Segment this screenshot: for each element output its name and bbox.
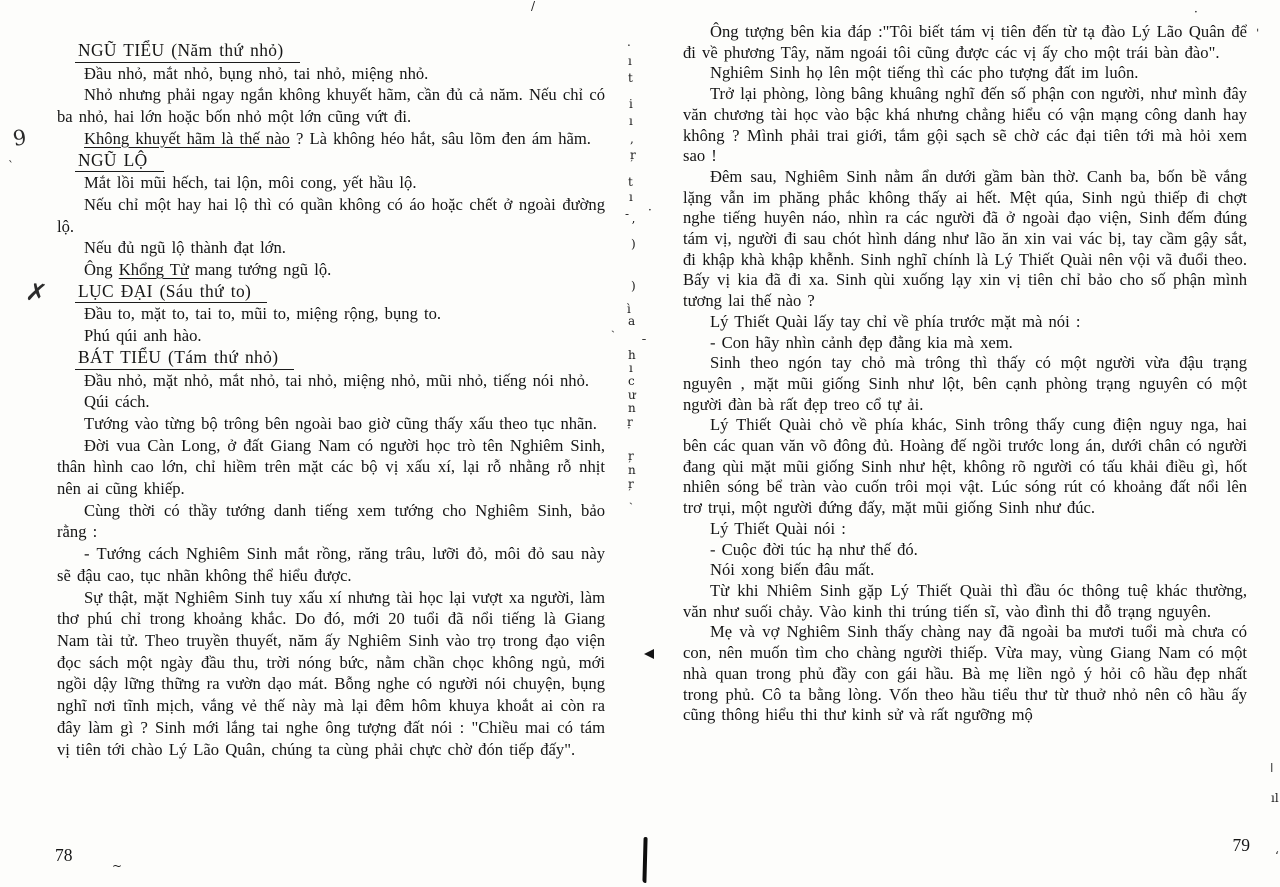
page-number-right: 79 — [1232, 835, 1250, 855]
paragraph: Nếu đủ ngũ lộ thành đạt lớn. — [84, 238, 286, 258]
scan-speck: ṛ — [627, 415, 633, 429]
paragraph: Lý Thiết Quài lấy tay chỉ về phía trước mặt mà nói : — [710, 311, 1081, 331]
section-heading-text: LỤC ĐẠI (Sáu thứ to) — [75, 281, 267, 304]
paragraph: Đầu nhỏ, mắt nhỏ, bụng nhỏ, tai nhỏ, miệng nhỏ. — [84, 63, 429, 83]
scan-speck: - — [625, 207, 630, 221]
scan-speck: · — [1194, 5, 1198, 19]
scan-speck: h — [628, 348, 636, 362]
scan-speck: c — [628, 374, 635, 388]
page-number-left: 78 — [55, 845, 73, 865]
paragraph: Tướng vào từng bộ trông bên ngoài bao giờ cũng thấy xấu theo tục nhãn. — [84, 413, 597, 433]
scan-speck: ŗ — [628, 449, 634, 463]
paragraph: Sinh theo ngón tay chỏ mà trông thì thấy có một người vừa đậu trạng nguyên , mặt mũi giống Sinh như lột, bên cạnh phòng trạng nguyên có một người đàn bà rất đẹp treo cổ tự ải. — [683, 353, 1247, 414]
scan-speck: ˈ — [1256, 27, 1260, 41]
scan-speck: ) — [631, 279, 636, 293]
scan-speck: ˎ — [629, 491, 633, 505]
underlined-phrase: Không khuyết hãm là thế nào — [84, 128, 290, 148]
paragraph: - Con hãy nhìn cảnh đẹp đằng kia mà xem. — [710, 332, 1013, 352]
scan-speck: ì — [627, 302, 631, 316]
paragraph: Không khuyết hãm là thế nào ? Là không héo hắt, sâu lõm đen ám hãm. — [84, 128, 591, 148]
left-page-text-column — [57, 40, 605, 760]
paragraph: Lý Thiết Quài nói : — [710, 518, 846, 538]
scan-speck: ˋ — [8, 159, 14, 173]
paragraph: Phú qúi anh hào. — [84, 326, 202, 346]
paragraph: Ông Khổng Tử mang tướng ngũ lộ. — [84, 260, 332, 280]
scan-speck: ı — [629, 190, 633, 204]
section-heading — [75, 150, 605, 173]
paragraph: - Tướng cách Nghiêm Sinh mắt rồng, răng trâu, lưỡi đỏ, môi đỏ sau này sẽ đậu cao, tục nhãn không thể hiểu được. — [57, 544, 605, 585]
section-heading — [75, 281, 605, 304]
scan-speck: t — [628, 71, 633, 85]
scan-speck: ~ — [112, 859, 123, 873]
scan-speck: t — [628, 175, 633, 189]
paragraph: Đầu to, mặt to, tai to, mũi to, miệng rộng, bụng to. — [84, 304, 442, 324]
scan-speck: ŗ — [630, 148, 636, 162]
paragraph: Trở lại phòng, lòng bâng khuâng nghĩ đến số phận con người, như mình đây văn chương tài học vào bậc khá nhưng chẳng hiểu có vận mạng công danh hay không ? Mình phải trai giới, tắm gội sạch sẽ chờ các đại tiên tới mà hỏi xem sao ! — [683, 84, 1247, 166]
underlined-phrase: Khổng Tử — [118, 260, 189, 280]
paragraph: Qúi cách. — [84, 392, 150, 412]
scan-speck: ư — [628, 388, 636, 402]
scan-speck: ˉ — [641, 337, 647, 351]
handwritten-margin-mark: 9 — [11, 125, 28, 151]
scan-speck: ʼ — [631, 219, 635, 233]
scan-speck: / — [531, 0, 536, 13]
scan-speck: ǀ — [1270, 761, 1274, 775]
paragraph: Đời vua Càn Long, ở đất Giang Nam có người học trò tên Nghiêm Sinh, thân hình cao lớn, chỉ hiềm trên mặt các bộ vị xấu xí, lại rỗ nhằng rỗ nhịt nên ai cũng khiếp. — [57, 435, 605, 499]
scan-speck: ˏ — [611, 319, 615, 333]
scan-speck: a — [628, 314, 636, 328]
paragraph: Mẹ và vợ Nghiêm Sinh thấy chàng nay đã ngoài ba mươi tuổi mà chưa có con, nên muốn tìm cho chàng người thiếp. Vừa may, vùng Giang Nam có một nhà quan trong phủ đầy con gái hầu. Bà mẹ liền ngỏ ý hỏi cô hầu đẹp nhất trong phủ. Cô ta bằng lòng. Vốn theo hầu tiểu thư từ thuở nhỏ nên cô hầu ấy cũng thông hiểu thi thư kinh sử và rất ngưỡng mộ — [683, 622, 1247, 725]
paragraph: Lý Thiết Quài chỏ về phía khác, Sinh trông thấy cung điện nguy nga, hai bên các quan văn võ đông đủ. Hoàng đế ngồi trước long án, dưới chân có người đang qùi mặt mũi giống Sinh như hệt, không rõ người có tấu khải điều gì, hốt nhiên sóng bể tràn vào cuốn trôi mọi vật. Lúc sóng rút có khoảng đất nổi lên trơ trụi, một người đứng đấy, mặt mũi giống Sinh như đúc. — [683, 415, 1247, 518]
scan-speck: ı — [629, 361, 633, 375]
paragraph: Cùng thời có thầy tướng danh tiếng xem tướng cho Nghiêm Sinh, bảo rằng : — [57, 500, 605, 542]
section-heading-text: NGŨ LỘ — [75, 150, 164, 173]
paragraph: Nói xong biến đâu mất. — [710, 560, 875, 580]
scan-speck: , — [630, 132, 634, 146]
paragraph: Mắt lồi mũi hếch, tai lộn, môi cong, yết hầu lộ. — [84, 173, 417, 193]
paragraph: Nhỏ nhưng phải ngay ngắn không khuyết hãm, cần đủ cả năm. Nếu chỉ có ba nhỏ, hai lớn hoặc bốn nhỏ một lớn cũng vứt đi. — [57, 85, 605, 127]
scan-speck: ıl — [1271, 791, 1279, 805]
scan-speck: n — [628, 463, 636, 477]
scan-speck: . — [627, 35, 631, 49]
section-heading — [75, 40, 605, 63]
scan-speck: ) — [631, 237, 636, 251]
section-heading-text: NGŨ TIỂU (Năm thứ nhỏ) — [75, 40, 300, 63]
paragraph: Sự thật, mặt Nghiêm Sinh tuy xấu xí nhưng tài học lại vượt xa người, làm thơ phú chỉ trong khoảng khắc. Do đó, mới 20 tuổi đã nổi tiếng là Giang Nam tài tử. Theo truyền thuyết, năm ấy Nghiêm Sinh vào trọ trong đạo viện đọc sách một ngày đầu thu, trời nóng bức, nằm chần chọc không ngủ, mới ngồi dậy lững thững ra vườn dạo mát. Bỗng nghe có người nói chuyện, bụng nghĩ nơi tĩnh mịch, vắng vẻ thế này mà lại đêm hôm khuya khoắt ai còn ra đây làm gì ? Sinh mới lắng tai nghe ông tượng đất nói : "Chiều mai có tám vị tiên tới chào Lý Lão Quân, chúng ta cùng phải chực chờ đón tiếp đấy". — [57, 587, 605, 759]
paragraph: Đầu nhỏ, mặt nhỏ, mắt nhỏ, tai nhỏ, miệng nhỏ, mũi nhỏ, tiếng nói nhỏ. — [84, 370, 590, 390]
scan-speck: n — [628, 401, 636, 415]
handwritten-check-mark: ✗ — [23, 276, 50, 309]
paragraph: Đêm sau, Nghiêm Sinh nằm ẩn dưới gầm bàn thờ. Canh ba, bốn bề vắng lặng vẫn im phăng phắc không thấy ai hết. Mệt qúa, Sinh ngủ thiếp đi chợt nghe tiếng huyên náo, nhìn ra các người đã ở ngoài đạo viện, Sinh đếm đúng tám vị, người đi sau chót hình dáng như lão ăn xin vai vác bị, tay cầm gậy sắt, đi khập khà khập khễnh. Sinh nghĩ chính là Lý Thiết Quài nên vội vã đuổi theo. Bấy vị kia đã đi xa. Sinh qùi xuống lạy xin vị tiên chỉ bảo cho số phận mình tương lai thế nào ? — [683, 166, 1247, 311]
paragraph: Nghiêm Sinh họ lên một tiếng thì các pho tượng đất im luôn. — [710, 63, 1139, 83]
paragraph: - Cuộc đời túc hạ như thế đó. — [710, 539, 918, 559]
right-page-text-column — [683, 22, 1247, 726]
section-heading — [75, 347, 605, 370]
gutter-arrow-blot — [644, 649, 654, 659]
scan-speck: ı — [628, 54, 632, 68]
scan-speck: · — [648, 203, 652, 217]
paragraph: Nếu chỉ một hay hai lộ thì có quần không có áo hoặc chết ở ngoài đường lộ. — [57, 194, 605, 236]
paragraph: Từ khi Nhiêm Sinh gặp Lý Thiết Quài thì đầu óc thông tuệ khác thường, văn như suối chảy. Vào kinh thi trúng tiến sĩ, vào đình thi đỗ trạng nguyên. — [683, 580, 1247, 621]
scan-speck: ŗ — [628, 477, 634, 491]
paragraph: Ông tượng bên kia đáp :"Tôi biết tám vị tiên đến từ tạ đào Lý Lão Quân để đi về phương Tây, năm ngoái tôi cũng được các vị ấy cho một trái bàn đào". — [683, 22, 1247, 62]
scan-speck: ı — [629, 114, 633, 128]
scan-speck: i — [629, 97, 633, 111]
section-heading-text: BÁT TIỂU (Tám thứ nhỏ) — [75, 347, 294, 370]
scan-speck: ʻ — [1275, 849, 1279, 863]
gutter-fold-line — [642, 837, 647, 883]
